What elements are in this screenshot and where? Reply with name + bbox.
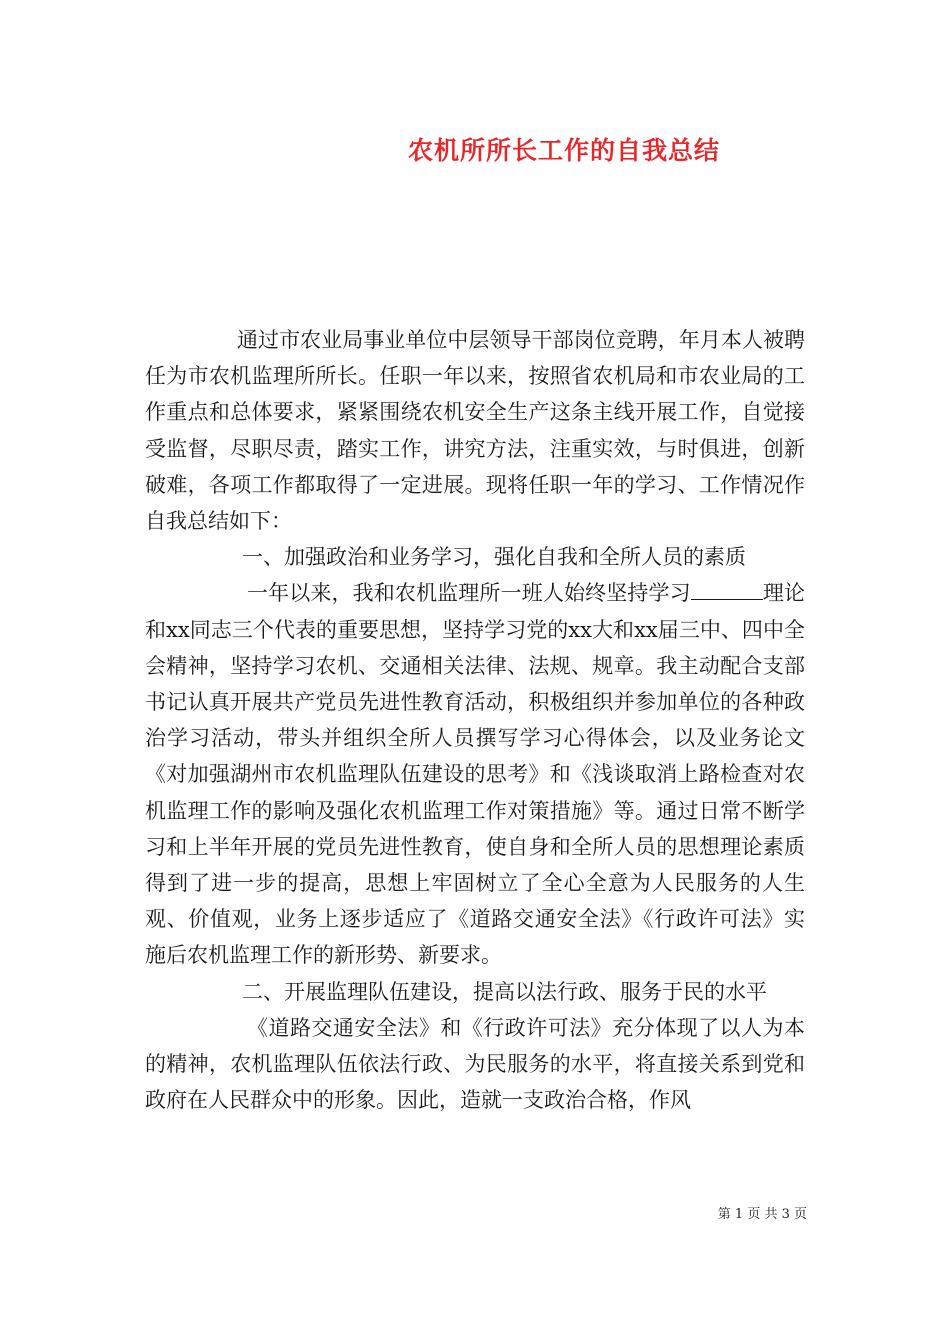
document-title: 农机所所长工作的自我总结 [407, 136, 720, 165]
section-heading-1: 一、加强政治和业务学习，强化自我和全所人员的素质 [242, 545, 746, 570]
page-number-footer: 第 1 页 共 3 页 [717, 1207, 807, 1222]
section-heading-2: 二、开展监理队伍建设，提高以法行政、服务于民的水平 [242, 979, 767, 1004]
blank-underline [691, 581, 763, 600]
intro-paragraph: 通过市农业局事业单位中层领导干部岗位竞聘，年月本人被聘任为市农机监理所所长。任职一年以来，按照省农机局和市农业局的工作重点和总体要求，紧紧围绕农机安全生产这条主线开展工作，自觉接受监督，尽职尽责，踏实工作，讲究方法，注重实效，与时俱进，创新破难，各项工作都取得了一定进展。现将任职一年的学习、工作情况作自我总结如下： [145, 328, 805, 534]
section-2-paragraph: 《道路交通安全法》和《行政许可法》充分体现了以人为本的精神，农机监理队伍依法行政、为民服务的水平，将直接关系到党和政府在人民群众中的形象。因此，造就一支政治合格，作风 [145, 1015, 805, 1113]
document-body [145, 322, 805, 1118]
section-1-start: 一年以来，我和农机监理所一班人始终坚持学习 [247, 581, 691, 606]
section-1-rest: 理论和xx同志三个代表的重要思想，坚持学习党的xx大和xx届三中、四中全会精神，坚持学习农机、交通相关法律、法规、规章。我主动配合支部书记认真开展共产党员先进性教育活动，积极组织并参加单位的各种政治学习活动，带头并组织全所人员撰写学习心得体会，以及业务论文《对加强湖州市农机监理队伍建设的思考》和《浅谈取消上路检查对农机监理工作的影响及强化农机监理工作对策措施》等。通过日常不断学习和上半年开展的党员先进性教育，使自身和全所人员的思想理论素质得到了进一步的提高，思想上牢固树立了全心全意为人民服务的人生观、价值观，业务上逐步适应了《道路交通安全法》《行政许可法》实施后农机监理工作的新形势、新要求。 [145, 581, 806, 968]
section-1-paragraph [145, 575, 805, 973]
